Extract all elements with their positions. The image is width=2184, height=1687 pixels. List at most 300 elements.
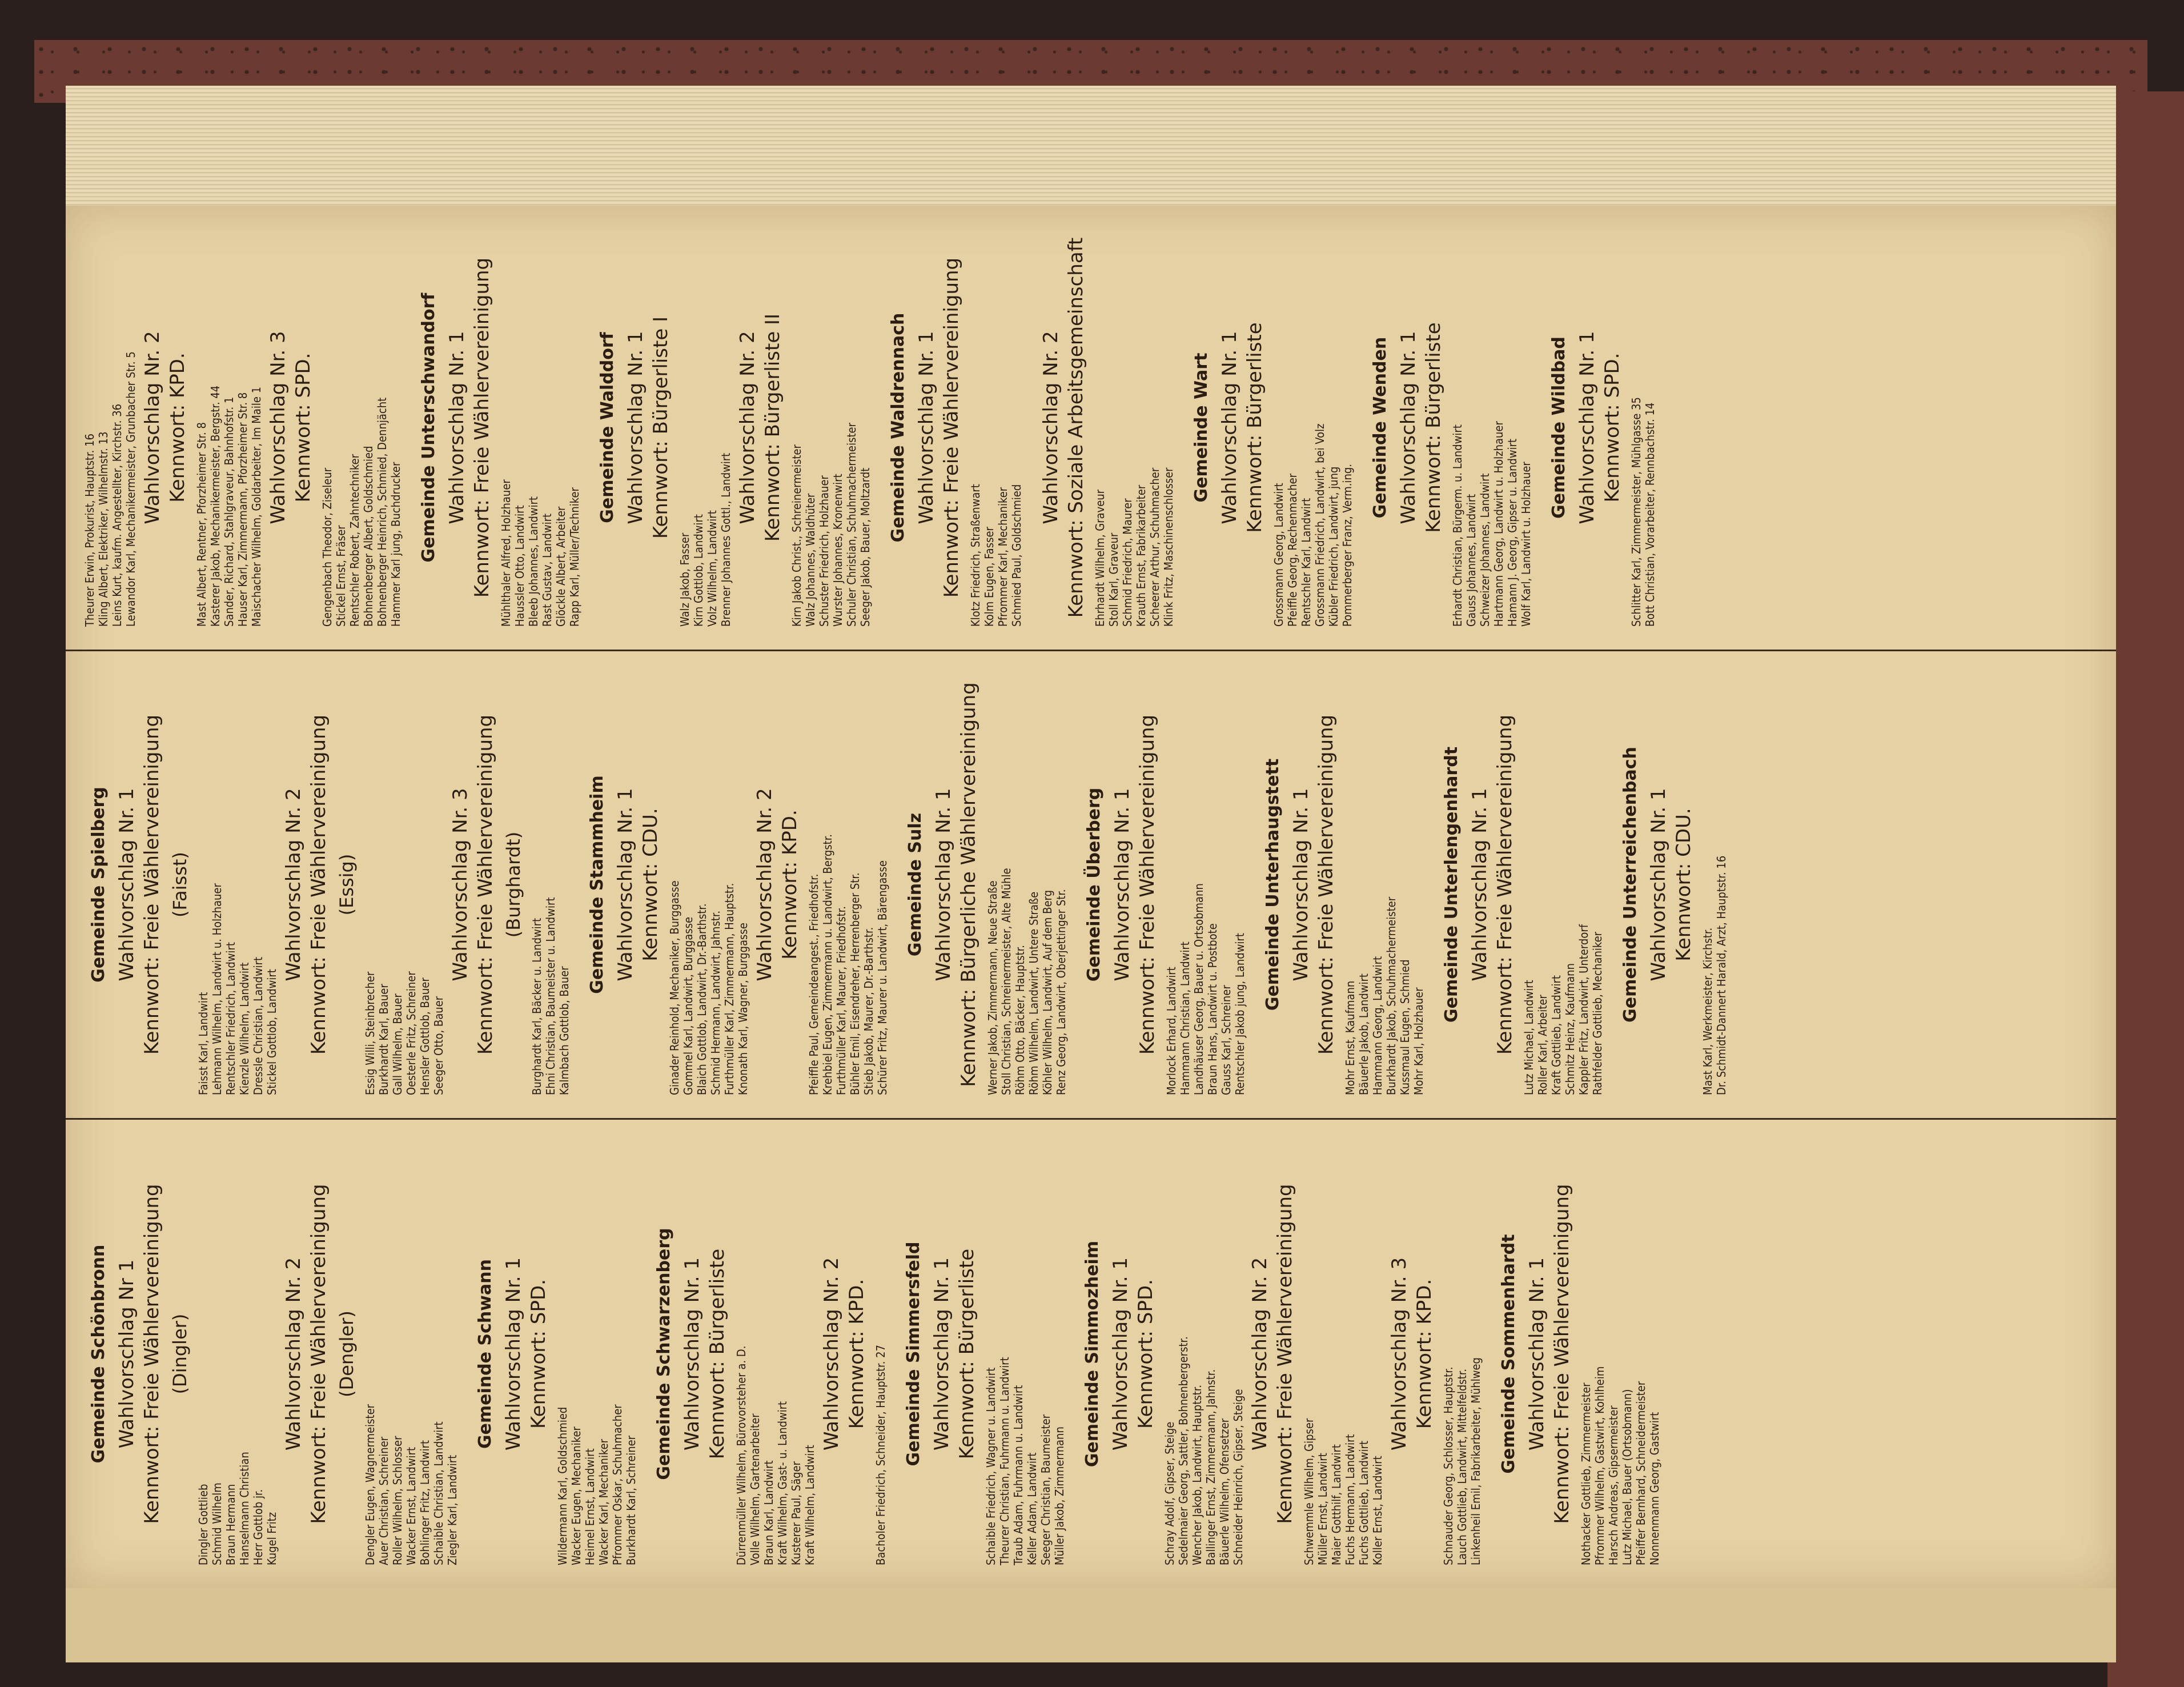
candidate-entry: Werner Jakob, Zimmermann, Neue Straße	[986, 880, 999, 1095]
candidate-entry: Schweizer Johannes, Landwirt	[1478, 473, 1492, 627]
proposal-keyword: Kennwort: KPD.	[1413, 1279, 1436, 1429]
candidate-entry: Braun Hans, Landwirt u. Postbote	[1206, 923, 1219, 1095]
candidate-entry: Roller Wilhelm, Schlosser	[391, 1436, 404, 1565]
candidate-entry: Schmied Paul, Goldschmied	[1010, 484, 1023, 627]
candidate-entry: Stickel Gottlob, Landwirt	[265, 969, 279, 1095]
candidate-entry: Schaible Friedrich, Wagner u. Landwirt	[984, 1367, 998, 1565]
municipality-section	[597, 206, 872, 650]
municipality-section	[587, 651, 889, 1118]
candidate-entry: Dingler Gottlieb	[196, 1484, 210, 1565]
municipality-section	[83, 206, 403, 650]
candidate-entry: Maischacher Wilhelm, Goldarbeiter, Im Maile 1	[250, 386, 263, 627]
candidate-entry: Burkhardt Karl, Bauer	[377, 984, 391, 1095]
municipality-heading: Gemeinde Spielberg	[89, 787, 109, 983]
candidate-entry: Theurer Erwin, Prokurist, Hauptstr. 16	[83, 434, 97, 627]
proposal-keyword: Kennwort: Freie Wählervereinigung	[1136, 714, 1159, 1055]
candidate-entry: Linkenheil Emil, Fabrikarbeiter, Mühlweg	[1469, 1357, 1483, 1565]
municipality-heading: Gemeinde Sommenhardt	[1499, 1234, 1519, 1474]
candidate-entry: Ehni Christian, Baumeister u. Landwirt	[544, 897, 557, 1095]
candidate-list	[1579, 1120, 1661, 1588]
candidate-list	[196, 1120, 279, 1588]
candidate-entry: Leins Kurt, kaufm. Angestellter, Kirchstr. 36	[110, 403, 124, 627]
candidate-entry: Sander, Richard, Stahlgraveur, Bahnhofstr. 1	[222, 396, 236, 627]
candidate-entry: Sedelmaier Georg, Sattler, Bohnenbergerstr.	[1177, 1336, 1190, 1565]
candidate-list	[363, 1120, 459, 1588]
candidate-entry: Kasterer Jakob, Mechanikermeister, Bergstr. 44	[208, 385, 222, 627]
municipality-heading: Gemeinde Simmozheim	[1082, 1240, 1102, 1468]
proposal-number: Wahlvorschlag Nr. 1	[932, 788, 955, 981]
proposal-number: Wahlvorschlag Nr. 2	[1248, 1257, 1271, 1451]
candidate-entry: Hammer Karl jung, Buchdrucker	[389, 462, 403, 627]
municipality-heading: Gemeinde Sulz	[905, 812, 925, 957]
candidate-entry: Mühlthaler Alfred, Holzhauer	[499, 479, 513, 627]
candidate-entry: Krehbiel Eugen, Zimmermann u. Landwirt, Bergstr.	[821, 834, 834, 1095]
proposal-number: Wahlvorschlag Nr. 1	[1397, 331, 1420, 524]
candidate-entry: Ginader Reinhold, Mechaniker, Burggasse	[668, 880, 681, 1095]
candidate-entry: Schmid Wilhelm	[210, 1482, 224, 1565]
candidate-entry: Rentschler Jakob jung, Landwirt	[1233, 933, 1247, 1095]
book-cover-right	[2107, 91, 2184, 1687]
candidate-entry: Wurster Johannes, Kronenwirt	[831, 474, 845, 627]
candidate-list	[1343, 651, 1426, 1118]
candidate-list	[1093, 206, 1175, 650]
candidate-entry: Schmid Friedrich, Maurer	[1121, 498, 1134, 627]
candidate-entry: Hartmann Georg, Landwirt u. Holzhauer	[1492, 421, 1505, 627]
candidate-entry: Kussmaul Eugen, Schmied	[1398, 959, 1412, 1095]
proposal-keyword: Kennwort: Freie Wählervereinigung	[307, 1184, 330, 1524]
candidate-entry: Kraft Wilhelm, Landwirt	[803, 1445, 817, 1565]
candidate-entry: Seeger Otto, Bauer	[432, 996, 445, 1095]
candidate-entry: Mohr Karl, Holzhauer	[1412, 987, 1426, 1095]
candidate-entry: Kienzle Wilhelm, Landwirt	[238, 962, 251, 1095]
proposal-number: Wahlvorschlag Nr. 3	[449, 788, 472, 981]
proposal-number: Wahlvorschlag Nr. 1	[915, 331, 938, 524]
candidate-entry: Traub Adam, Fuhrmann u. Landwirt	[1011, 1385, 1025, 1565]
municipality-section	[1039, 206, 1175, 650]
candidate-list	[1163, 1120, 1245, 1588]
candidate-entry: Wacker Ernst, Landwirt	[404, 1446, 418, 1565]
candidate-entry: Müller Jakob, Zimmermann	[1053, 1426, 1066, 1565]
candidate-entry: Heimel Ernst, Landwirt	[583, 1448, 597, 1565]
candidate-entry: Schürer Fritz, Maurer u. Landwirt, Bärengasse	[876, 860, 889, 1095]
candidate-entry: Glöckle Albert, Arbeiter	[554, 506, 568, 627]
candidate-entry: Seeger Christian, Baumeister	[1039, 1414, 1053, 1565]
candidate-entry: Kraft Gottlieb, Landwirt	[1549, 975, 1563, 1095]
proposal-keyword: Kennwort: Freie Wählervereinigung	[1274, 1184, 1296, 1524]
candidate-entry: Kappler Fritz, Landwirt, Unterdorf	[1577, 924, 1591, 1095]
proposal-keyword: Kennwort: SPD.	[1601, 352, 1624, 503]
candidate-entry: Kalmbach Gottlob, Bauer	[557, 966, 571, 1095]
municipality-section	[654, 1120, 888, 1588]
municipality-section	[1620, 651, 1728, 1118]
candidate-list	[1302, 1120, 1384, 1588]
candidate-entry: Dressle Christian, Landwirt	[251, 956, 265, 1095]
candidate-entry: Furthmüller Karl, Maurer, Friedhofstr.	[834, 906, 848, 1095]
candidate-entry: Rathfelder Gottlieb, Mechaniker	[1591, 931, 1604, 1095]
candidate-entry: Wacker Eugen, Mechaniker	[569, 1426, 583, 1565]
municipality-heading: Gemeinde Schwarzenberg	[654, 1228, 674, 1480]
municipality-section	[1084, 651, 1247, 1118]
candidate-entry: Bühler Emil, Eisendreher, Herrenberger Str.	[848, 872, 862, 1095]
proposal-number: Wahlvorschlag Nr. 1	[1525, 1257, 1548, 1451]
municipality-heading: Gemeinde Wildbad	[1549, 336, 1569, 519]
municipality-section	[419, 206, 581, 650]
candidate-entry: Dürrenmüller Wilhelm, Bürovorsteher a. D.	[734, 1345, 748, 1565]
candidate-entry: Rentschler Karl, Landwirt	[1299, 498, 1313, 627]
candidate-entry: Röhm Otto, Bäcker, Hauptstr.	[1013, 945, 1027, 1095]
candidate-entry: Bott Christian, Vorarbeiter, Rennbachstr. 14	[1643, 402, 1657, 627]
proposal-keyword: Kennwort: CDU.	[1672, 808, 1695, 961]
candidate-entry: Schray Adolf, Gipser, Steige	[1163, 1421, 1177, 1565]
candidate-entry: Pfrommer Oskar, Schuhmacher	[611, 1404, 624, 1565]
proposal-bracket: (Faisst)	[169, 852, 191, 917]
proposal-number: Wahlvorschlag Nr. 2	[736, 331, 759, 524]
proposal-bracket: (Essig)	[336, 853, 358, 916]
candidate-entry: Nonnenmann Georg, Gastwirt	[1648, 1412, 1661, 1565]
candidate-entry: Kling Albert, Elektriker, Wilhelmstr. 13	[97, 431, 110, 627]
candidate-entry: Kolm Eugen, Fasser	[982, 527, 996, 627]
candidate-list	[1272, 206, 1354, 650]
candidate-entry: Pfeiffle Paul, Gemeindeangest., Friedhofstr.	[807, 873, 821, 1095]
candidate-entry: Landhäuser Georg, Bauer u. Ortsobmann	[1192, 883, 1206, 1095]
proposal-number: Wahlvorschlag Nr. 1	[1109, 1257, 1132, 1451]
candidate-entry: Kübler Friedrich, Landwirt, jung	[1327, 466, 1340, 627]
candidate-entry: Wencher Jakob, Landwirt, Hauptstr.	[1190, 1384, 1204, 1565]
municipality-section	[904, 1120, 1066, 1588]
proposal-number: Wahlvorschlag Nr. 2	[282, 788, 305, 981]
candidate-entry: Brenner Johannes Gottl., Landwirt	[719, 452, 733, 627]
municipality-heading: Gemeinde Unterschwandorf	[419, 292, 439, 563]
candidate-list	[986, 651, 1068, 1118]
candidate-list	[530, 651, 571, 1118]
municipality-section	[89, 651, 571, 1118]
candidate-list	[195, 206, 263, 650]
candidate-list	[1629, 206, 1657, 650]
candidate-entry: Krauth Ernst, Fabrikarbeiter	[1134, 484, 1148, 627]
page-edges	[66, 86, 2116, 217]
proposal-number: Wahlvorschlag Nr. 1	[502, 1257, 525, 1451]
proposal-keyword: Kennwort: SPD.	[527, 1279, 550, 1429]
candidate-entry: Röhm Wilhelm, Landwirt, Untere Straße	[1027, 891, 1041, 1095]
candidate-entry: Roller Karl, Arbeiter	[1536, 995, 1549, 1095]
proposal-keyword: Kennwort: Bürgerliste	[1243, 322, 1266, 533]
candidate-entry: Grossmann Georg, Landwirt	[1272, 483, 1286, 627]
candidate-entry: Oesterle Fritz, Schreiner	[404, 971, 418, 1095]
candidate-entry: Renz Georg, Landwirt, Oberjettinger Str.	[1054, 889, 1068, 1095]
proposal-keyword: Kennwort: Freie Wählervereinigung	[940, 257, 963, 598]
candidate-entry: Maier Gotthilf, Landwirt	[1330, 1444, 1343, 1565]
candidate-entry: Schnauder Georg, Schlosser, Hauptstr.	[1442, 1367, 1455, 1565]
proposal-keyword: Kennwort: Bürgerliste I	[649, 316, 672, 539]
candidate-entry: Ballinger Ernst, Zimmermann, Jahnstr.	[1204, 1369, 1218, 1565]
candidate-entry: Pfeiffer Bernhard, Schneidermeister	[1634, 1381, 1648, 1565]
proposal-keyword: Kennwort: Freie Wählervereinigung	[1315, 714, 1338, 1055]
candidate-entry: Blaich Gottlob, Landwirt, Dr.-Barthstr.	[695, 903, 709, 1095]
candidate-entry: Bohnenberger Albert, Goldschmied	[362, 446, 375, 627]
candidate-entry: Hanselmann Christian	[238, 1452, 251, 1565]
candidate-entry: Schaible Christian, Landwirt	[432, 1421, 445, 1565]
candidate-entry: Ziegler Karl, Landwirt	[445, 1454, 459, 1565]
candidate-entry: Schmitz Heinz, Kaufmann	[1563, 963, 1577, 1095]
proposal-number: Wahlvorschlag Nr. 1	[1468, 788, 1491, 981]
candidate-entry: Gommel Karl, Landwirt, Burggasse	[681, 916, 695, 1095]
candidate-entry: Faisst Karl, Landwirt	[196, 992, 210, 1095]
proposal-number: Wahlvorschlag Nr. 1	[115, 788, 138, 981]
candidate-entry: Pommerberger Franz, Verm.ing.	[1340, 463, 1354, 627]
candidate-entry: Hauser Karl, Zimmermann, Pforzheimer Str. 8	[236, 392, 250, 627]
proposal-keyword: Kennwort: KPD.	[845, 1279, 868, 1429]
candidate-entry: Schneider Heinrich, Gipser, Steige	[1231, 1389, 1245, 1565]
candidate-entry: Wildermann Karl, Goldschmied	[556, 1406, 569, 1565]
candidate-list	[969, 206, 1023, 650]
candidate-entry: Gall Wilhelm, Bauer	[391, 993, 404, 1095]
proposal-bracket: (Burghardt)	[503, 831, 524, 938]
proposal-bracket: (Dengler)	[336, 1311, 358, 1397]
candidate-entry: Pfrommer Karl, Mechaniker	[996, 487, 1010, 627]
candidate-entry: Schuster Friedrich, Holzhauer	[817, 475, 831, 627]
municipality-heading: Gemeinde Wenden	[1370, 336, 1390, 519]
municipality-heading: Gemeinde Wart	[1191, 352, 1211, 503]
proposal-number: Wahlvorschlag Nr. 1	[1218, 331, 1241, 524]
proposal-keyword: Kennwort: Freie Wählervereinigung	[140, 714, 163, 1055]
proposal-number: Wahlvorschlag Nr. 2	[282, 1257, 305, 1451]
candidate-entry: Dr. Schmidt-Dannert Harald, Arzt, Hauptstr. 16	[1715, 855, 1728, 1095]
candidate-entry: Bleeb Johannes, Landwirt	[527, 496, 540, 627]
proposal-keyword: Kennwort: Bürgerliche Wählervereinigung	[957, 682, 980, 1087]
candidate-entry: Theurer Christian, Fuhrmann u. Landwirt	[998, 1357, 1011, 1565]
proposal-number: Wahlvorschlag Nr. 2	[753, 788, 776, 981]
candidate-list	[83, 206, 138, 650]
candidate-entry: Keller Adam, Landwirt	[1025, 1452, 1039, 1565]
municipality-section	[1191, 206, 1354, 650]
municipality-section	[89, 1120, 459, 1588]
proposal-keyword: Kennwort: Freie Wählervereinigung	[140, 1184, 163, 1524]
candidate-entry: Lauch Gottlieb, Landwirt, Mittelfeldstr.	[1455, 1368, 1469, 1565]
municipality-heading: Gemeinde Schwann	[475, 1259, 495, 1449]
candidate-entry: Walz Johannes, Waldhüter	[804, 493, 817, 627]
candidate-entry: Bäuerle Jakob, Landwirt	[1357, 973, 1371, 1095]
candidate-entry: Gauss Karl, Schreiner	[1219, 985, 1233, 1095]
candidate-entry: Gengenbach Theodor, Ziseleur	[320, 467, 334, 627]
proposal-bracket: (Dingler)	[169, 1313, 191, 1395]
candidate-entry: Rentschler Robert, Zahntechniker	[348, 454, 362, 627]
candidate-entry: Stoll Karl, Graveur	[1107, 532, 1121, 627]
candidate-entry: Stoll Christian, Schreinermeister, Alte Mühle	[999, 868, 1013, 1095]
candidate-list	[1442, 1120, 1483, 1588]
proposal-keyword: Kennwort: KPD.	[778, 810, 801, 960]
candidate-list	[499, 206, 581, 650]
candidate-entry: Schlitter Karl, Zimmermeister, Mühlgasse 35	[1629, 397, 1643, 627]
proposal-keyword: Kennwort: Soziale Arbeitsgemeinschaft	[1065, 237, 1087, 618]
candidate-entry: Bacholer Friedrich, Schneider, Hauptstr. 27	[874, 1344, 888, 1565]
proposal-number: Wahlvorschlag Nr 1	[115, 1259, 138, 1449]
candidate-entry: Furthmüller Karl, Zimmermann, Hauptstr.	[722, 883, 736, 1095]
municipality-heading: Gemeinde Waldrennach	[888, 312, 908, 543]
candidate-entry: Harsch Andreas, Gipsermeister	[1607, 1405, 1620, 1565]
candidate-entry: Herr Gottlob jr.	[251, 1489, 265, 1565]
municipality-section	[905, 651, 1068, 1118]
candidate-entry: Müller Ernst, Landwirt	[1316, 1453, 1330, 1565]
proposal-keyword: Kennwort: Bürgerliste	[956, 1248, 978, 1460]
candidate-entry: Erhardt Christian, Bürgerm. u. Landwirt	[1451, 424, 1464, 627]
candidate-entry: Essig Willi, Steinbrecher	[363, 971, 377, 1095]
candidate-entry: Hensler Gottlob, Bauer	[418, 977, 432, 1095]
rotated-page-content	[66, 206, 2116, 1588]
candidate-entry: Lutz Michael, Landwirt	[1522, 980, 1536, 1095]
proposal-keyword: Kennwort: SPD.	[1134, 1279, 1157, 1429]
proposal-number: Wahlvorschlag Nr. 2	[820, 1257, 843, 1451]
candidate-entry: Klotz Friedrich, Straßenwart	[969, 484, 982, 627]
candidate-entry: Kirn Jakob Christ., Schreinermeister	[790, 444, 804, 627]
candidate-entry: Schwemmle Wilhelm, Gipser	[1302, 1418, 1316, 1565]
candidate-entry: Volz Wilhelm, Landwirt	[705, 510, 719, 627]
candidate-entry: Lutz Michael, Bauer (Ortsobmann)	[1620, 1389, 1634, 1565]
candidate-entry: Knonath Karl, Wagner, Burggasse	[736, 923, 750, 1095]
candidate-entry: Pfrommer Wilhelm, Gastwirt, Kohlheim	[1593, 1366, 1607, 1565]
candidate-entry: Wolf Karl, Landwirt u. Holzhauer	[1519, 462, 1533, 627]
candidate-entry: Nothacker Gottlieb, Zimmermeister	[1579, 1383, 1593, 1565]
proposal-number: Wahlvorschlag Nr. 1	[445, 331, 468, 524]
proposal-number: Wahlvorschlag Nr. 2	[141, 331, 164, 524]
municipality-section	[475, 1120, 638, 1588]
municipality-heading: Gemeinde Unterlengenhardt	[1442, 746, 1462, 1023]
candidate-entry: Volle Wilhelm, Gartenarbeiter	[748, 1413, 762, 1565]
proposal-number: Wahlvorschlag Nr. 1	[1576, 331, 1599, 524]
proposal-keyword: Kennwort: Freie Wählervereinigung	[307, 714, 330, 1055]
column-3	[66, 206, 2116, 651]
proposal-number: Wahlvorschlag Nr. 1	[624, 331, 647, 524]
candidate-entry: Bäuerle Wilhelm, Ofensetzer	[1218, 1418, 1231, 1565]
column-1	[66, 1120, 2116, 1588]
candidate-list	[1451, 206, 1533, 650]
proposal-number: Wahlvorschlag Nr. 1	[681, 1257, 704, 1451]
proposal-number: Wahlvorschlag Nr. 1	[1290, 788, 1312, 981]
proposal-keyword: Kennwort: Bürgerliste	[1422, 322, 1445, 533]
candidate-entry: Rapp Karl, Müller/Techniker	[568, 487, 581, 627]
candidate-entry: Schmid Hermann, Landwirt, Jahnstr.	[709, 910, 722, 1095]
candidate-entry: Fuchs Gottlieb, Landwirt	[1357, 1440, 1371, 1565]
municipality-heading: Gemeinde Unterreichenbach	[1620, 747, 1640, 1023]
candidate-entry: Mast Karl, Werkmeister, Kirchstr.	[1701, 927, 1715, 1095]
candidate-list	[1165, 651, 1247, 1118]
book-page	[66, 206, 2116, 1588]
candidate-entry: Lewandor Karl, Mechanikermeister, Grunbacher Str. 5	[124, 351, 138, 627]
candidate-entry: Auer Christian, Schreiner	[377, 1436, 391, 1565]
candidate-entry: Schuler Christian, Schuhmachermeister	[845, 423, 858, 627]
candidate-entry: Mohr Ernst, Kaufmann	[1343, 980, 1357, 1095]
candidate-list	[668, 651, 750, 1118]
candidate-entry: Koller Ernst, Landwirt	[1371, 1456, 1384, 1565]
candidate-list	[556, 1120, 638, 1588]
candidate-list	[196, 651, 279, 1118]
municipality-section	[1263, 651, 1426, 1118]
candidate-entry: Kugel Fritz	[265, 1512, 279, 1565]
candidate-entry: Grossmann Friedrich, Landwirt, bei Volz	[1313, 423, 1327, 627]
candidate-entry: Morlock Erhard, Landwirt	[1165, 967, 1178, 1095]
proposal-keyword: Kennwort: Bürgerliste	[706, 1248, 729, 1460]
municipality-section	[1082, 1120, 1483, 1588]
candidate-entry: Wacker Karl, Mechaniker	[597, 1438, 611, 1565]
proposal-number: Wahlvorschlag Nr. 3	[1388, 1257, 1411, 1451]
candidate-entry: Burkhardt Jakob, Schuhmachermeister	[1384, 896, 1398, 1095]
candidate-entry: Lehmann Wilhelm, Landwirt u. Holzhauer	[210, 883, 224, 1095]
candidate-entry: Klink Fritz, Maschinenschlosser	[1162, 467, 1175, 627]
candidate-entry: Gauss Johannes, Landwirt	[1464, 494, 1478, 627]
proposal-keyword: Kennwort: Freie Wählervereinigung	[471, 257, 493, 598]
municipality-section	[1442, 651, 1604, 1118]
candidate-entry: Seeger Jakob, Bauer, Moltzardt	[858, 467, 872, 627]
facing-page-edge	[66, 1588, 2116, 1662]
proposal-keyword: Kennwort: Freie Wählervereinigung	[1551, 1184, 1573, 1524]
proposal-keyword: Kennwort: Bürgerliste II	[761, 313, 784, 542]
candidate-entry: Bohlinger Fritz, Landwirt	[418, 1440, 432, 1565]
candidate-entry: Rast Gustav, Landwirt	[540, 513, 554, 627]
candidate-entry: Ehrhardt Wilhelm, Graveur	[1093, 489, 1107, 627]
municipality-heading: Gemeinde Walddorf	[597, 332, 617, 523]
candidate-entry: Mast Albert, Rentner, Pforzheimer Str. 8	[195, 422, 208, 627]
proposal-keyword: Kennwort: Freie Wählervereinigung	[474, 714, 497, 1055]
proposal-number: Wahlvorschlag Nr. 1	[614, 788, 637, 981]
candidate-entry: Dengler Eugen, Wagnermeister	[363, 1404, 377, 1565]
candidate-entry: Kirn Gottlob, Landwirt	[692, 514, 705, 627]
proposal-keyword: Kennwort: CDU.	[639, 808, 662, 961]
candidate-entry: Haussler Otto, Landwirt	[513, 505, 527, 627]
candidate-list	[807, 651, 889, 1118]
candidate-entry: Braun Hermann	[224, 1484, 238, 1565]
candidate-list	[320, 206, 403, 650]
municipality-section	[1549, 206, 1657, 650]
municipality-section	[888, 206, 1023, 650]
candidate-list	[678, 206, 733, 650]
candidate-entry: Köhler Wilhelm, Landwirt, Auf dem Berg	[1041, 889, 1054, 1095]
proposal-number: Wahlvorschlag Nr. 3	[267, 331, 290, 524]
candidate-entry: Rentschler Friedrich, Landwirt	[224, 942, 238, 1095]
municipality-heading: Gemeinde Schönbronn	[89, 1244, 109, 1464]
candidate-list	[734, 1120, 817, 1588]
candidate-entry: Pfeiffle Georg, Rechenmacher	[1286, 473, 1299, 627]
candidate-entry: Burkhardt Karl, Schreiner	[624, 1435, 638, 1565]
municipality-heading: Gemeinde Simmersfeld	[904, 1241, 924, 1466]
candidate-entry: Scheerer Arthur, Schuhmacher	[1148, 467, 1162, 627]
candidate-entry: Stieb Jakob, Maurer, Dr.-Barthstr.	[862, 927, 876, 1095]
municipality-heading: Gemeinde Stammheim	[587, 775, 607, 994]
candidate-entry: Kusterer Paul, Säger	[789, 1461, 803, 1565]
candidate-list	[790, 206, 872, 650]
municipality-section	[1499, 1120, 1661, 1588]
candidate-entry: Hammann Christian, Landwirt	[1178, 941, 1192, 1095]
municipality-section	[1370, 206, 1533, 650]
candidate-entry: Walz Jakob, Fasser	[678, 532, 692, 627]
candidate-entry: Bohnenberger Heinrich, Schmied, Dennjächt	[375, 397, 389, 627]
municipality-heading: Gemeinde Überberg	[1084, 787, 1104, 982]
candidate-list	[1522, 651, 1604, 1118]
candidate-entry: Stickel Ernst, Fräser	[334, 525, 348, 627]
candidate-list	[984, 1120, 1066, 1588]
candidate-entry: Burghardt Karl, Bäcker u. Landwirt	[530, 917, 544, 1095]
proposal-number: Wahlvorschlag Nr. 1	[1111, 788, 1134, 981]
proposal-number: Wahlvorschlag Nr. 2	[1039, 331, 1062, 524]
proposal-keyword: Kennwort: KPD.	[166, 352, 189, 503]
candidate-list	[874, 1120, 888, 1588]
candidate-entry: Kraft Wilhelm, Gast- u. Landwirt	[776, 1401, 789, 1565]
candidate-list	[363, 651, 445, 1118]
candidate-list	[1701, 651, 1728, 1118]
candidate-entry: Hamann J. Georg, Gipser u. Landwirt	[1505, 438, 1519, 627]
proposal-number: Wahlvorschlag Nr. 1	[1647, 788, 1670, 981]
municipality-heading: Gemeinde Unterhaugstett	[1263, 758, 1283, 1011]
proposal-keyword: Kennwort: SPD.	[292, 352, 315, 503]
proposal-number: Wahlvorschlag Nr. 1	[930, 1257, 953, 1451]
